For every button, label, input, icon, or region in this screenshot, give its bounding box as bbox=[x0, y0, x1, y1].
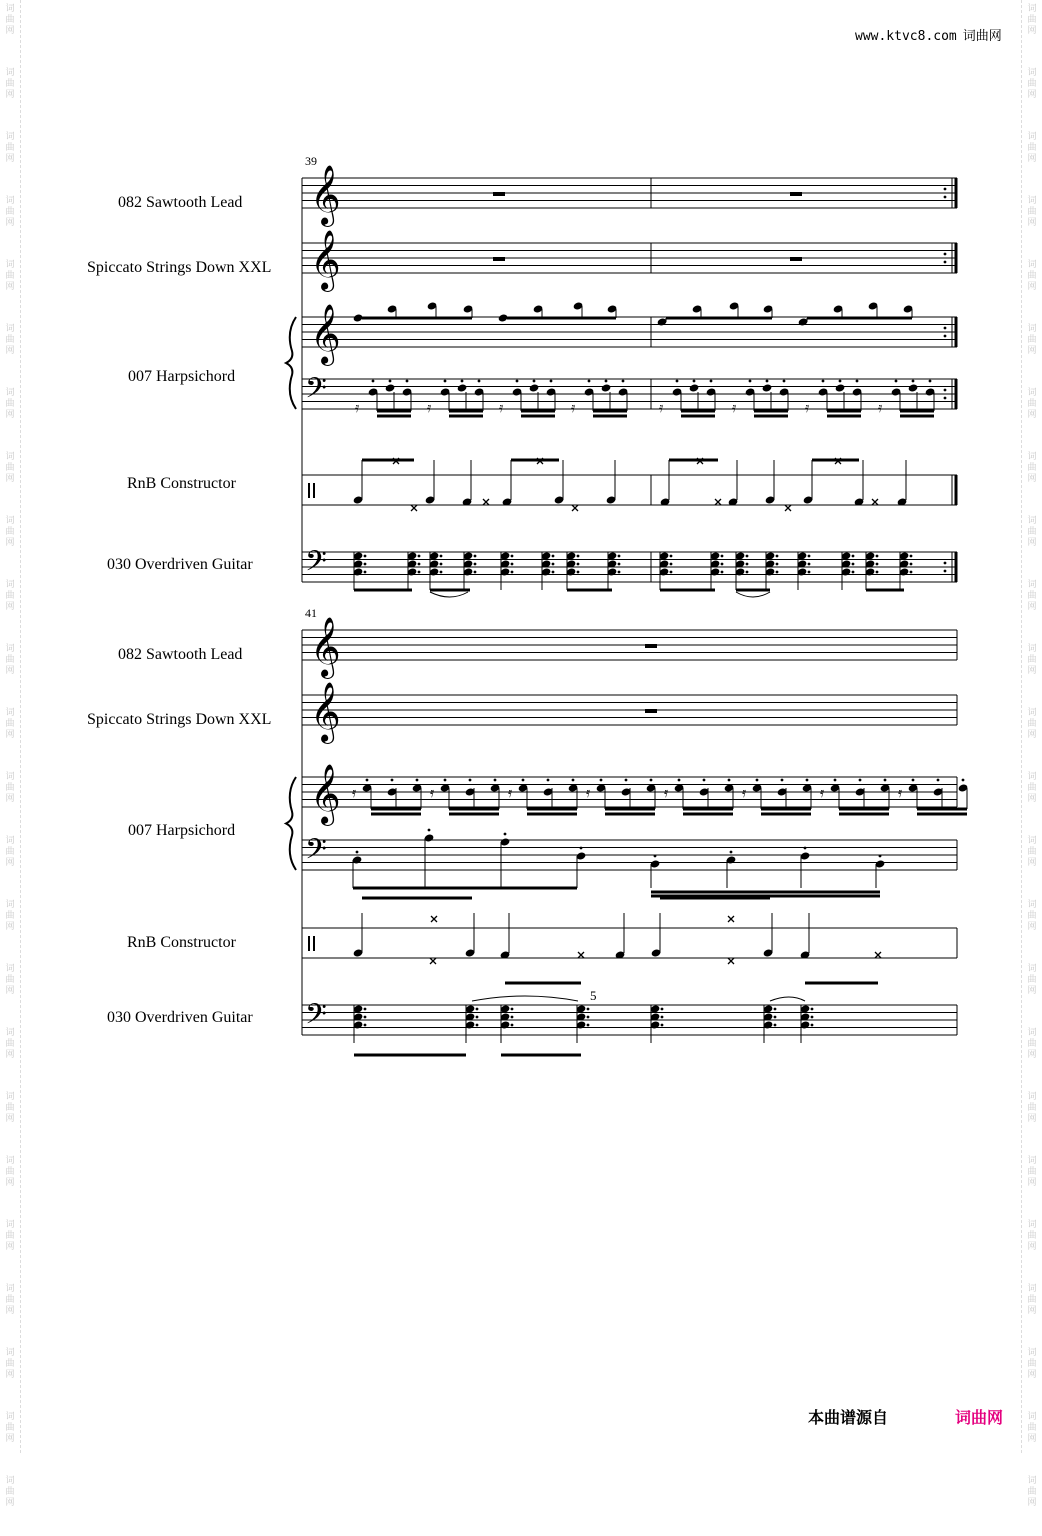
staccato-dot bbox=[364, 1016, 367, 1019]
note-beam bbox=[521, 415, 555, 418]
note-beam bbox=[900, 415, 934, 418]
note-beam bbox=[666, 317, 772, 320]
staccato-dot bbox=[504, 833, 507, 836]
staccato-dot bbox=[654, 855, 657, 858]
staccato-dot bbox=[678, 779, 681, 782]
note-beam bbox=[683, 808, 733, 811]
staccato-dot bbox=[418, 555, 421, 558]
sixteenth-rest: 𝄿 bbox=[820, 785, 825, 801]
staccato-dot bbox=[474, 563, 477, 566]
note-head bbox=[385, 383, 396, 392]
note-beam bbox=[605, 813, 655, 816]
staccato-dot bbox=[494, 779, 497, 782]
staccato-dot bbox=[776, 555, 779, 558]
staccato-dot bbox=[774, 1016, 777, 1019]
instrument-label: 007 Harpsichord bbox=[128, 822, 236, 839]
instrument-label: RnB Constructor bbox=[127, 934, 236, 951]
tie bbox=[736, 592, 770, 597]
staccato-dot bbox=[511, 1008, 514, 1011]
instrument-label: Spiccato Strings Down XXL bbox=[87, 711, 272, 728]
staccato-dot bbox=[912, 380, 915, 383]
site-url[interactable]: www.ktvc8.com bbox=[855, 29, 957, 44]
staccato-dot bbox=[618, 555, 621, 558]
note-beam bbox=[827, 410, 861, 413]
cross-note-head bbox=[875, 952, 881, 958]
note-beam bbox=[827, 415, 861, 418]
staccato-dot bbox=[746, 571, 749, 574]
sixteenth-rest: 𝄿 bbox=[508, 785, 513, 801]
note-beam bbox=[736, 589, 770, 592]
staccato-dot bbox=[511, 571, 514, 574]
bass-clef-icon: 𝄢 bbox=[305, 545, 327, 585]
staccato-dot bbox=[605, 380, 608, 383]
staccato-dot bbox=[661, 1016, 664, 1019]
note-beam bbox=[362, 897, 472, 900]
treble-clef-icon: 𝄞 bbox=[310, 230, 341, 290]
note-beam bbox=[660, 589, 715, 592]
staccato-dot bbox=[522, 779, 525, 782]
staccato-dot bbox=[876, 555, 879, 558]
right-watermark-strip: 词 曲 网 词 曲 网 词 曲 网 词 曲 网 词 曲 网 词 曲 网 词 曲 网 词 曲 网 词 曲 网 词 曲 网 词 曲 网 词 曲 网 词 曲 网 词 曲 网 词 曲 网 词 曲 网 词 曲 网 词 曲 网 词 曲 网 词 曲 网 词 曲 网 词 曲 网 词 曲 网 词 曲 网 bbox=[1021, 0, 1042, 1453]
instrument-label: 030 Overdriven Guitar bbox=[107, 556, 253, 573]
staccato-dot bbox=[580, 847, 583, 850]
staccato-dot bbox=[552, 571, 555, 574]
treble-clef-icon: 𝄞 bbox=[310, 165, 341, 225]
staccato-dot bbox=[822, 380, 825, 383]
sixteenth-rest: 𝄿 bbox=[430, 785, 435, 801]
percussion-clef-icon bbox=[308, 483, 310, 498]
staccato-dot bbox=[366, 779, 369, 782]
staccato-dot bbox=[944, 335, 947, 338]
sixteenth-rest: 𝄿 bbox=[878, 400, 883, 416]
note-beam bbox=[501, 1054, 581, 1057]
note-beam bbox=[371, 808, 421, 811]
staccato-dot bbox=[428, 829, 431, 832]
staccato-dot bbox=[852, 563, 855, 566]
staccato-dot bbox=[749, 380, 752, 383]
note-beam bbox=[449, 808, 499, 811]
note-head bbox=[835, 383, 846, 392]
staccato-dot bbox=[461, 380, 464, 383]
staccato-dot bbox=[474, 555, 477, 558]
note-head bbox=[353, 313, 364, 322]
brace bbox=[286, 777, 296, 870]
staccato-dot bbox=[577, 571, 580, 574]
staccato-dot bbox=[721, 563, 724, 566]
staccato-dot bbox=[364, 1008, 367, 1011]
staccato-dot bbox=[444, 380, 447, 383]
note-beam bbox=[683, 813, 733, 816]
cross-note-head bbox=[728, 958, 734, 964]
staccato-dot bbox=[478, 380, 481, 383]
staccato-dot bbox=[618, 571, 621, 574]
staccato-dot bbox=[774, 1024, 777, 1027]
staccato-dot bbox=[944, 562, 947, 565]
note-beam bbox=[866, 589, 904, 592]
staccato-dot bbox=[808, 563, 811, 566]
staccato-dot bbox=[364, 555, 367, 558]
staccato-dot bbox=[618, 563, 621, 566]
staccato-dot bbox=[622, 380, 625, 383]
cross-note-head bbox=[715, 499, 721, 505]
staccato-dot bbox=[588, 380, 591, 383]
staccato-dot bbox=[389, 380, 392, 383]
bass-clef-icon: 𝄢 bbox=[305, 372, 327, 412]
staccato-dot bbox=[600, 779, 603, 782]
note-beam bbox=[362, 317, 472, 320]
cross-note-head bbox=[578, 952, 584, 958]
staccato-dot bbox=[511, 1016, 514, 1019]
staccato-dot bbox=[944, 253, 947, 256]
staccato-dot bbox=[703, 779, 706, 782]
left-watermark-strip: 词 曲 网 词 曲 网 词 曲 网 词 曲 网 词 曲 网 词 曲 网 词 曲 网 词 曲 网 词 曲 网 词 曲 网 词 曲 网 词 曲 网 词 曲 网 词 曲 网 词 曲 网 词 曲 网 词 曲 网 词 曲 网 词 曲 网 词 曲 网 词 曲 网 词 曲 网 词 曲 网 词 曲 网 bbox=[0, 0, 21, 1453]
bass-clef-icon: 𝄢 bbox=[305, 998, 327, 1038]
treble-clef-icon: 𝄞 bbox=[310, 682, 341, 742]
staccato-dot bbox=[852, 555, 855, 558]
staccato-dot bbox=[728, 779, 731, 782]
treble-clef-icon: 𝄞 bbox=[310, 617, 341, 677]
staccato-dot bbox=[670, 571, 673, 574]
staccato-dot bbox=[912, 779, 915, 782]
staccato-dot bbox=[577, 555, 580, 558]
staccato-dot bbox=[661, 1008, 664, 1011]
staccato-dot bbox=[774, 1008, 777, 1011]
note-beam bbox=[593, 410, 627, 413]
cross-note-head bbox=[728, 916, 734, 922]
staccato-dot bbox=[444, 779, 447, 782]
sixteenth-rest: 𝄿 bbox=[732, 400, 737, 416]
sixteenth-rest: 𝄿 bbox=[352, 785, 357, 801]
percussion-clef-icon bbox=[308, 936, 310, 951]
staccato-dot bbox=[910, 555, 913, 558]
staccato-dot bbox=[516, 380, 519, 383]
staccato-dot bbox=[937, 779, 940, 782]
note-beam bbox=[507, 317, 616, 320]
cross-note-head bbox=[785, 505, 791, 511]
staccato-dot bbox=[746, 563, 749, 566]
note-beam bbox=[511, 459, 559, 462]
staccato-dot bbox=[811, 1016, 814, 1019]
instrument-label: 007 Harpsichord bbox=[128, 368, 236, 385]
staccato-dot bbox=[766, 380, 769, 383]
staccato-dot bbox=[650, 779, 653, 782]
note-beam bbox=[754, 410, 788, 413]
cross-note-head bbox=[411, 505, 417, 511]
staccato-dot bbox=[511, 563, 514, 566]
whole-rest bbox=[645, 709, 657, 713]
instrument-label: 082 Sawtooth Lead bbox=[118, 194, 243, 211]
percussion-clef-icon bbox=[313, 936, 315, 951]
staccato-dot bbox=[550, 380, 553, 383]
staccato-dot bbox=[440, 563, 443, 566]
note-head bbox=[762, 383, 773, 392]
note-beam bbox=[353, 887, 577, 890]
staccato-dot bbox=[811, 1024, 814, 1027]
sixteenth-rest: 𝄿 bbox=[355, 400, 360, 416]
note-head bbox=[689, 383, 700, 392]
staccato-dot bbox=[910, 571, 913, 574]
instrument-label: 030 Overdriven Guitar bbox=[107, 1009, 253, 1026]
staccato-dot bbox=[533, 380, 536, 383]
treble-clef-icon: 𝄞 bbox=[310, 764, 341, 824]
note-head bbox=[457, 383, 468, 392]
note-beam bbox=[651, 891, 880, 894]
note-head bbox=[908, 383, 919, 392]
note-beam bbox=[917, 808, 967, 811]
staccato-dot bbox=[364, 563, 367, 566]
site-name: 词曲网 bbox=[962, 29, 1002, 44]
note-beam bbox=[449, 410, 483, 413]
note-beam bbox=[521, 410, 555, 413]
instrument-label: Spiccato Strings Down XXL bbox=[87, 259, 272, 276]
note-beam bbox=[839, 808, 889, 811]
whole-rest bbox=[493, 257, 505, 261]
staccato-dot bbox=[876, 563, 879, 566]
staccato-dot bbox=[587, 1008, 590, 1011]
cross-note-head bbox=[572, 505, 578, 511]
staccato-dot bbox=[776, 563, 779, 566]
staccato-dot bbox=[476, 1008, 479, 1011]
note-beam bbox=[917, 813, 967, 816]
tie bbox=[770, 997, 805, 1001]
staccato-dot bbox=[469, 779, 472, 782]
treble-clef-icon: 𝄞 bbox=[310, 304, 341, 364]
staccato-dot bbox=[944, 570, 947, 573]
sixteenth-rest: 𝄿 bbox=[571, 400, 576, 416]
sixteenth-rest: 𝄿 bbox=[427, 400, 432, 416]
staccato-dot bbox=[693, 380, 696, 383]
staccato-dot bbox=[364, 571, 367, 574]
measure-number: 39 bbox=[305, 154, 317, 168]
note-beam bbox=[449, 415, 483, 418]
staccato-dot bbox=[876, 571, 879, 574]
sixteenth-rest: 𝄿 bbox=[499, 400, 504, 416]
tuplet-label: 5 bbox=[590, 988, 597, 1003]
staccato-dot bbox=[834, 779, 837, 782]
staccato-dot bbox=[440, 555, 443, 558]
tie bbox=[430, 592, 468, 597]
sixteenth-rest: 𝄿 bbox=[664, 785, 669, 801]
staccato-dot bbox=[372, 380, 375, 383]
staccato-dot bbox=[577, 563, 580, 566]
note-beam bbox=[807, 317, 912, 320]
note-beam bbox=[377, 415, 411, 418]
staccato-dot bbox=[895, 380, 898, 383]
staccato-dot bbox=[944, 327, 947, 330]
staccato-dot bbox=[944, 196, 947, 199]
note-beam bbox=[593, 415, 627, 418]
staccato-dot bbox=[676, 380, 679, 383]
whole-rest bbox=[790, 257, 802, 261]
staccato-dot bbox=[756, 779, 759, 782]
note-beam bbox=[605, 808, 655, 811]
staccato-dot bbox=[440, 571, 443, 574]
note-beam bbox=[354, 589, 412, 592]
whole-rest bbox=[790, 192, 802, 196]
note-head bbox=[498, 313, 509, 322]
staccato-dot bbox=[859, 779, 862, 782]
note-beam bbox=[761, 813, 811, 816]
note-beam bbox=[900, 410, 934, 413]
staccato-dot bbox=[511, 1024, 514, 1027]
staccato-dot bbox=[476, 1024, 479, 1027]
sixteenth-rest: 𝄿 bbox=[742, 785, 747, 801]
note-beam bbox=[362, 459, 414, 462]
staccato-dot bbox=[944, 389, 947, 392]
cross-note-head bbox=[872, 499, 878, 505]
note-beam bbox=[354, 1054, 466, 1057]
cross-note-head bbox=[431, 916, 437, 922]
sixteenth-rest: 𝄿 bbox=[586, 785, 591, 801]
staccato-dot bbox=[418, 571, 421, 574]
staccato-dot bbox=[364, 1024, 367, 1027]
staccato-dot bbox=[476, 1016, 479, 1019]
staccato-dot bbox=[776, 571, 779, 574]
note-beam bbox=[430, 589, 470, 592]
note-beam bbox=[567, 589, 612, 592]
sixteenth-rest: 𝄿 bbox=[659, 400, 664, 416]
staccato-dot bbox=[625, 779, 628, 782]
staccato-dot bbox=[474, 571, 477, 574]
sixteenth-rest: 𝄿 bbox=[805, 400, 810, 416]
staccato-dot bbox=[783, 380, 786, 383]
staccato-dot bbox=[721, 571, 724, 574]
staccato-dot bbox=[806, 779, 809, 782]
staccato-dot bbox=[944, 397, 947, 400]
staccato-dot bbox=[746, 555, 749, 558]
staccato-dot bbox=[552, 555, 555, 558]
note-beam bbox=[681, 415, 715, 418]
staccato-dot bbox=[879, 855, 882, 858]
staccato-dot bbox=[511, 555, 514, 558]
staccato-dot bbox=[391, 779, 394, 782]
note-beam bbox=[805, 982, 878, 985]
staccato-dot bbox=[856, 380, 859, 383]
staccato-dot bbox=[811, 1008, 814, 1011]
staccato-dot bbox=[804, 847, 807, 850]
note-beam bbox=[505, 982, 581, 985]
brace bbox=[286, 317, 296, 409]
staccato-dot bbox=[781, 779, 784, 782]
note-beam bbox=[527, 813, 577, 816]
staccato-dot bbox=[910, 563, 913, 566]
whole-rest bbox=[493, 192, 505, 196]
note-beam bbox=[377, 410, 411, 413]
footer-source-label: 本曲谱源自 bbox=[808, 1408, 889, 1427]
staccato-dot bbox=[587, 1016, 590, 1019]
measure-number: 41 bbox=[305, 606, 317, 620]
staccato-dot bbox=[670, 555, 673, 558]
staccato-dot bbox=[356, 851, 359, 854]
percussion-clef-icon bbox=[313, 483, 315, 498]
instrument-label: 082 Sawtooth Lead bbox=[118, 646, 243, 663]
staccato-dot bbox=[418, 563, 421, 566]
note-beam bbox=[371, 813, 421, 816]
note-beam bbox=[669, 459, 718, 462]
footer-source-site[interactable]: 词曲网 bbox=[955, 1408, 1004, 1427]
staccato-dot bbox=[944, 188, 947, 191]
whole-rest bbox=[645, 644, 657, 648]
staccato-dot bbox=[587, 1024, 590, 1027]
staccato-dot bbox=[572, 779, 575, 782]
note-beam bbox=[681, 410, 715, 413]
note-beam bbox=[754, 415, 788, 418]
staccato-dot bbox=[710, 380, 713, 383]
staccato-dot bbox=[730, 851, 733, 854]
staccato-dot bbox=[884, 779, 887, 782]
note-beam bbox=[527, 808, 577, 811]
cross-note-head bbox=[483, 499, 489, 505]
staccato-dot bbox=[670, 563, 673, 566]
note-beam bbox=[449, 813, 499, 816]
staccato-dot bbox=[839, 380, 842, 383]
staccato-dot bbox=[962, 779, 965, 782]
staccato-dot bbox=[852, 571, 855, 574]
staccato-dot bbox=[547, 779, 550, 782]
staccato-dot bbox=[808, 555, 811, 558]
staccato-dot bbox=[944, 261, 947, 264]
note-beam bbox=[839, 813, 889, 816]
sixteenth-rest: 𝄿 bbox=[898, 785, 903, 801]
instrument-label: RnB Constructor bbox=[127, 475, 236, 492]
note-head bbox=[601, 383, 612, 392]
note-beam bbox=[660, 897, 770, 900]
note-beam bbox=[761, 808, 811, 811]
staccato-dot bbox=[416, 779, 419, 782]
staccato-dot bbox=[552, 563, 555, 566]
staccato-dot bbox=[929, 380, 932, 383]
staccato-dot bbox=[808, 571, 811, 574]
cross-note-head bbox=[430, 958, 436, 964]
note-head bbox=[529, 383, 540, 392]
staccato-dot bbox=[406, 380, 409, 383]
staccato-dot bbox=[661, 1024, 664, 1027]
staccato-dot bbox=[721, 555, 724, 558]
tie bbox=[472, 996, 578, 1001]
bass-clef-icon: 𝄢 bbox=[305, 833, 327, 873]
